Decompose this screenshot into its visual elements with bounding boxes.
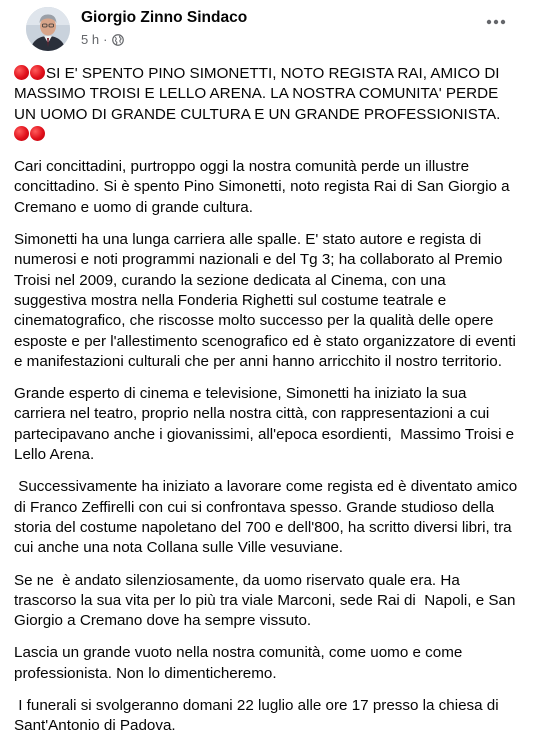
globe-icon[interactable] — [112, 34, 124, 46]
red-circle-emoji-pair-start — [14, 64, 46, 84]
author-avatar[interactable] — [26, 7, 70, 51]
meta-separator: · — [103, 32, 108, 47]
post-paragraph: Grande esperto di cinema e televisione, Simonetti ha iniziato la sua carriera nel teatro, proprio nella nostra città, con rappresentazioni a cui partecipavano anche i giovanissimi, all'epoca esordienti, Massimo Troisi e Lello Arena. — [14, 385, 519, 464]
red-circle-emoji — [30, 126, 45, 141]
post-content — [14, 64, 526, 737]
more-horizontal-icon — [486, 19, 506, 25]
red-circle-emoji — [30, 65, 45, 80]
red-circle-emoji — [14, 126, 29, 141]
post-paragraph: Successivamente ha iniziato a lavorare come regista ed è diventato amico di Franco Zeffirelli con cui si confrontava spesso. Grande studioso della storia del costume napoletano del 700 e dell'800, ha scritto diversi libri, tra cui anche una nota Collana sulle Ville vesuviane. — [14, 478, 522, 557]
more-options-button[interactable] — [480, 10, 512, 34]
headline-text: SI E' SPENTO PINO SIMONETTI, NOTO REGISTA RAI, AMICO DI MASSIMO TROISI E LELLO ARENA. LA NOSTRA COMUNITA' PERDE UN UOMO DI GRANDE CULTURA E UN GRANDE PROFESSIONISTA. — [14, 65, 504, 123]
post-paragraph: Lascia un grande vuoto nella nostra comunità, come uomo e come professionista. Non lo dimenticheremo. — [14, 644, 467, 682]
post-headline — [14, 64, 522, 145]
red-circle-emoji-pair-end — [14, 125, 46, 145]
post-time[interactable]: 5 h — [81, 32, 100, 47]
red-circle-emoji — [14, 65, 29, 80]
author-name[interactable]: Giorgio Zinno Sindaco — [81, 9, 248, 26]
post-meta — [81, 32, 124, 47]
post-paragraph: Cari concittadini, purtroppo oggi la nostra comunità perde un illustre concittadino. Si è spento Pino Simonetti, noto regista Rai di San Giorgio a Cremano e uomo di grande cultura. — [14, 158, 514, 216]
post-paragraph: I funerali si svolgeranno domani 22 luglio alle ore 17 presso la chiesa di Sant'Antonio di Padova. — [14, 697, 508, 735]
post-paragraph: Simonetti ha una lunga carriera alle spalle. E' stato autore e regista di numerosi e noti programmi nazionali e del Tg 3; ha collaborato al Premio Troisi nel 2009, curando la sezione dedicata al Cinema, con una suggestiva mostra nella Fonderia Righetti sul costume teatrale e cinematografico, che riscosse molto successo per la qualità delle opere esposte e per l'allestimento scenografico ed è stato organizzatore di eventi e manifestazioni culturali che per anni hanno arricchito il nostro territorio. — [14, 231, 521, 370]
post-paragraph: Se ne è andato silenziosamente, da uomo riservato quale era. Ha trascorso la sua vita per lo più tra viale Marconi, sede Rai di Napoli, e San Giorgio a Cremano dove ha sempre vissuto. — [14, 571, 520, 630]
post-header — [14, 0, 526, 58]
avatar-image — [26, 7, 70, 51]
